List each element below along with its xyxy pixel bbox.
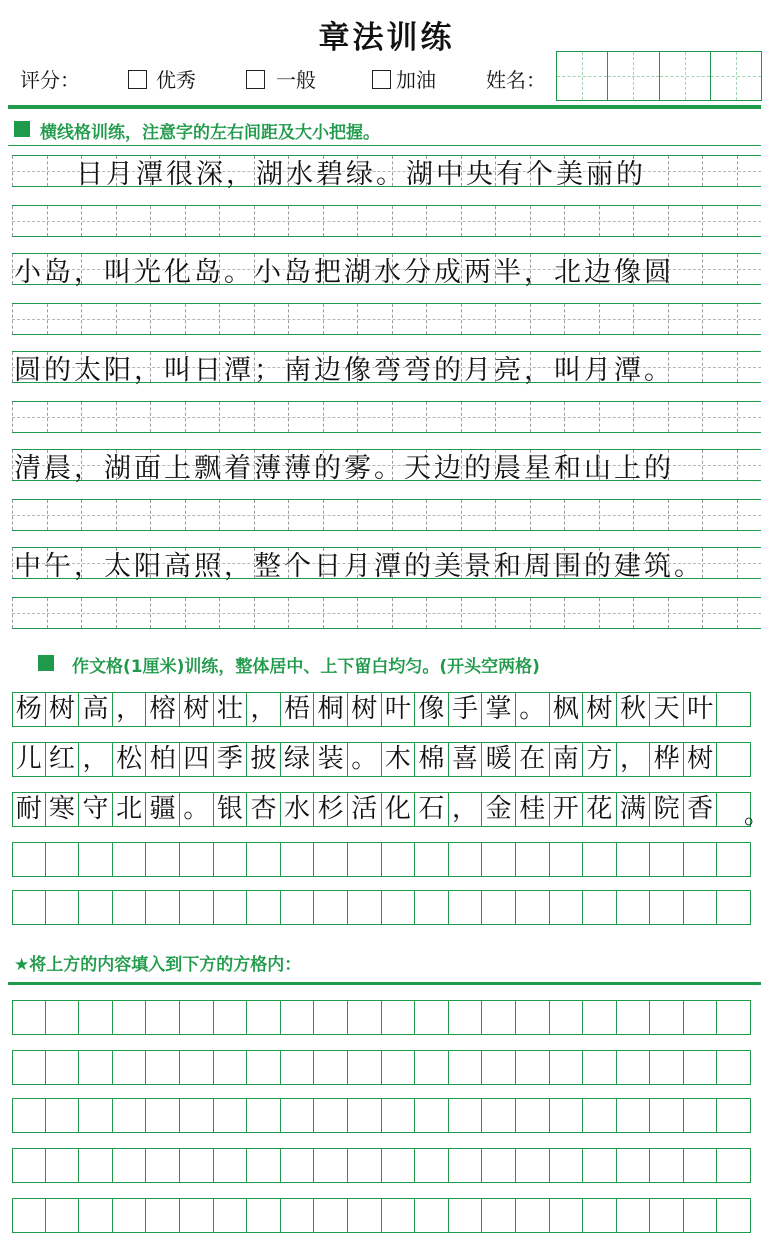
grid-cell: 桐 [314,692,348,727]
grid-cell[interactable] [214,1198,248,1233]
grid-row [12,890,751,926]
grid-cell[interactable] [449,842,483,877]
grid-cell[interactable] [482,1000,516,1035]
grid-cell[interactable] [348,890,382,925]
grid-cell[interactable] [46,1198,80,1233]
grid-cell[interactable] [214,1050,248,1085]
grid-cell[interactable] [214,1148,248,1183]
grid-cell[interactable] [550,1050,584,1085]
grid-cell[interactable] [247,842,281,877]
grid-cell[interactable] [180,1050,214,1085]
section2-heading: 作文格(1厘米)训练，整体居中、上下留白均匀。(开头空两格) [72,657,540,677]
grid-cell: ， [79,742,113,777]
grid-cell[interactable] [113,1000,147,1035]
grid-cell[interactable] [281,1000,315,1035]
grid-cell[interactable] [684,890,718,925]
lined-band [12,499,761,531]
grid-cell: 叶 [684,692,718,727]
grid-cell: 红 [46,742,80,777]
grid-cell[interactable] [146,842,180,877]
lined-band [12,205,761,237]
grid-cell[interactable] [583,1098,617,1133]
grid-cell[interactable] [180,842,214,877]
grid-cell: 暖 [482,742,516,777]
grid-cell: ， [617,742,651,777]
grid-cell[interactable] [449,1000,483,1035]
grid-cell[interactable] [516,1148,550,1183]
grid-cell[interactable] [449,1198,483,1233]
grid-cell[interactable] [146,1000,180,1035]
grid-cell: 披 [247,742,281,777]
divider [8,982,761,985]
grid-cell[interactable] [348,1148,382,1183]
grid-cell[interactable] [146,1198,180,1233]
grid-cell[interactable] [684,1050,718,1085]
grid-row [12,792,751,828]
grid-cell[interactable] [449,1098,483,1133]
grid-cell[interactable] [46,1098,80,1133]
grid-cell: ， [449,792,483,827]
grid-cell: 。 [516,692,550,727]
grid-cell[interactable] [79,890,113,925]
grid-cell[interactable] [79,1050,113,1085]
grid-cell[interactable] [617,1098,651,1133]
grid-cell: 树 [684,742,718,777]
grid-cell[interactable] [650,1148,684,1183]
grid-cell: 梧 [281,692,315,727]
grid-cell[interactable] [180,1198,214,1233]
grid-cell[interactable] [79,1198,113,1233]
grid-cell[interactable] [247,1198,281,1233]
grid-cell[interactable] [482,1148,516,1183]
grid-cell[interactable] [717,1148,751,1183]
practice-line: 清晨，湖面上飘着薄薄的雾。天边的晨星和山上的 [14,453,674,484]
grid-cell: 天 [650,692,684,727]
grid-cell[interactable] [113,1050,147,1085]
grid-row [12,1000,751,1036]
grid-cell: 杉 [314,792,348,827]
grid-cell[interactable] [684,1000,718,1035]
grid-cell[interactable] [617,1198,651,1233]
grid-cell[interactable] [415,1050,449,1085]
grid-cell [717,742,751,777]
checkbox-average[interactable] [246,70,265,89]
square-bullet-icon [38,655,54,671]
divider [8,145,761,146]
grid-cell[interactable] [449,1148,483,1183]
grid-row [12,742,751,778]
grid-cell[interactable] [650,890,684,925]
grid-cell[interactable] [281,1198,315,1233]
grid-cell[interactable] [583,1148,617,1183]
square-bullet-icon [14,121,30,137]
grid-cell[interactable] [516,1198,550,1233]
lined-band [12,303,761,335]
grid-cell[interactable] [247,1098,281,1133]
grid-cell[interactable] [113,1198,147,1233]
grid-cell[interactable] [214,890,248,925]
lined-band [12,401,761,433]
grid-cell: 。 [348,742,382,777]
grid-cell[interactable] [247,890,281,925]
grid-cell[interactable] [281,1050,315,1085]
grid-row [12,1050,751,1086]
grid-cell[interactable] [550,842,584,877]
section1-heading: 横线格训练，注意字的左右间距及大小把握。 [40,123,380,143]
grid-cell[interactable] [516,890,550,925]
grid-cell: 喜 [449,742,483,777]
grid-cell[interactable] [583,1000,617,1035]
grid-cell[interactable] [281,1148,315,1183]
grid-cell: 松 [113,742,147,777]
grid-cell[interactable] [717,1198,751,1233]
grid-cell[interactable] [482,1050,516,1085]
practice-line: 中午，太阳高照，整个日月潭的美景和周围的建筑。 [14,551,704,582]
grid-cell[interactable] [550,890,584,925]
grid-cell[interactable] [650,1198,684,1233]
checkbox-keep-going[interactable] [372,70,391,89]
grid-cell: 耐 [12,792,46,827]
checkbox-excellent[interactable] [128,70,147,89]
grid-cell: 花 [583,792,617,827]
grid-cell[interactable] [550,1098,584,1133]
grid-cell: 树 [583,692,617,727]
grid-cell: 棉 [415,742,449,777]
grid-cell: 南 [550,742,584,777]
grid-cell: 寒 [46,792,80,827]
grid-cell[interactable] [180,890,214,925]
page-title: 章法训练 [318,20,455,56]
grid-cell[interactable] [650,1098,684,1133]
grid-cell[interactable] [382,1000,416,1035]
grid-cell[interactable] [46,890,80,925]
grid-cell: 手 [449,692,483,727]
rating-row [20,64,560,96]
grid-cell[interactable] [79,1098,113,1133]
grid-cell: 香 [684,792,718,827]
grid-cell[interactable] [314,1000,348,1035]
lined-band [12,597,761,629]
grid-cell[interactable] [583,1050,617,1085]
option-excellent: 优秀 [156,68,196,92]
grid-cell[interactable] [516,1000,550,1035]
practice-line: 小岛，叫光化岛。小岛把湖水分成两半，北边像圆 [14,257,674,288]
grid-cell[interactable] [684,1198,718,1233]
grid-cell[interactable] [650,1000,684,1035]
grid-cell[interactable] [583,890,617,925]
grid-cell[interactable] [382,1098,416,1133]
divider [8,105,761,109]
grid-cell[interactable] [146,1050,180,1085]
practice-line: 日月潭很深，湖水碧绿。湖中央有个美丽的 [76,159,646,190]
grid-cell[interactable] [348,1050,382,1085]
grid-cell[interactable] [516,842,550,877]
grid-cell[interactable] [550,1000,584,1035]
grid-cell[interactable] [617,842,651,877]
grid-cell: 杨 [12,692,46,727]
grid-cell[interactable] [12,1050,46,1085]
grid-cell[interactable] [617,1000,651,1035]
grid-cell[interactable] [348,842,382,877]
grid-cell: 木 [382,742,416,777]
grid-cell: 秋 [617,692,651,727]
grid-cell[interactable] [382,1050,416,1085]
grid-cell: 绿 [281,742,315,777]
grid-row [12,842,751,878]
grid-cell[interactable] [146,1148,180,1183]
grid-cell: 北 [113,792,147,827]
grid-cell: 金 [482,792,516,827]
grid-cell: 满 [617,792,651,827]
grid-cell[interactable] [214,1000,248,1035]
grid-cell[interactable] [449,1050,483,1085]
grid-cell[interactable] [281,890,315,925]
grid-cell[interactable] [314,1098,348,1133]
grid-cell[interactable] [314,1148,348,1183]
grid-cell[interactable] [46,1000,80,1035]
grid-cell[interactable] [348,1098,382,1133]
grid-cell: 季 [214,742,248,777]
grid-cell[interactable] [214,1098,248,1133]
grid-cell[interactable] [415,1098,449,1133]
grid-cell: 树 [180,692,214,727]
grid-cell[interactable] [382,1148,416,1183]
practice-line: 圆的太阳，叫日潭；南边像弯弯的月亮，叫月潭。 [14,355,674,386]
grid-cell[interactable] [12,1098,46,1133]
overflow-punctuation: 。 [744,800,771,830]
grid-cell: 树 [348,692,382,727]
grid-cell[interactable] [684,1148,718,1183]
name-input-grid[interactable] [556,51,762,101]
grid-cell[interactable] [46,842,80,877]
grid-cell[interactable] [12,890,46,925]
grid-cell[interactable] [415,1198,449,1233]
grid-cell: 石 [415,792,449,827]
grid-cell[interactable] [146,1098,180,1133]
option-average: 一般 [276,68,316,92]
grid-cell[interactable] [482,890,516,925]
grid-cell: 疆 [146,792,180,827]
grid-cell[interactable] [79,1148,113,1183]
grid-cell[interactable] [247,1050,281,1085]
grid-cell: 高 [79,692,113,727]
grid-cell: 化 [382,792,416,827]
grid-cell: 像 [415,692,449,727]
grid-cell[interactable] [449,890,483,925]
grid-cell [717,692,751,727]
grid-cell: 。 [180,792,214,827]
grid-cell[interactable] [113,842,147,877]
grid-cell[interactable] [717,890,751,925]
grid-cell[interactable] [415,890,449,925]
grid-cell: 院 [650,792,684,827]
grid-cell[interactable] [12,842,46,877]
grid-cell[interactable] [382,842,416,877]
grid-cell[interactable] [314,1050,348,1085]
grid-cell: 叶 [382,692,416,727]
grid-cell[interactable] [314,890,348,925]
grid-cell[interactable] [180,1148,214,1183]
grid-cell: ， [247,692,281,727]
grid-cell[interactable] [113,1098,147,1133]
grid-cell: 在 [516,742,550,777]
grid-cell[interactable] [214,842,248,877]
grid-cell: 桦 [650,742,684,777]
grid-cell[interactable] [717,1000,751,1035]
grid-cell: 柏 [146,742,180,777]
grid-cell: 杏 [247,792,281,827]
grid-cell: 壮 [214,692,248,727]
grid-cell[interactable] [583,1198,617,1233]
grid-cell[interactable] [516,1098,550,1133]
grid-cell[interactable] [314,1198,348,1233]
grid-cell[interactable] [482,1198,516,1233]
grid-cell[interactable] [79,1000,113,1035]
grid-cell[interactable] [617,1050,651,1085]
grid-cell: 枫 [550,692,584,727]
grid-cell[interactable] [12,1198,46,1233]
grid-cell[interactable] [281,1098,315,1133]
grid-cell[interactable] [650,842,684,877]
grid-cell: 方 [583,742,617,777]
option-keep-going: 加油 [396,68,436,92]
grid-cell[interactable] [415,842,449,877]
grid-cell: 装 [314,742,348,777]
grid-cell: 活 [348,792,382,827]
grid-cell[interactable] [46,1050,80,1085]
grid-cell[interactable] [482,842,516,877]
grid-cell: 掌 [482,692,516,727]
grid-cell[interactable] [46,1148,80,1183]
grid-row [12,1198,751,1234]
grid-cell[interactable] [583,842,617,877]
grid-cell[interactable] [617,1148,651,1183]
grid-cell[interactable] [12,1148,46,1183]
grid-cell[interactable] [348,1000,382,1035]
grid-cell[interactable] [415,1148,449,1183]
grid-cell[interactable] [113,1148,147,1183]
grid-cell[interactable] [180,1000,214,1035]
grid-cell[interactable] [79,842,113,877]
grid-row [12,692,751,728]
grid-cell: 儿 [12,742,46,777]
grid-cell[interactable] [516,1050,550,1085]
grid-cell[interactable] [314,842,348,877]
grid-cell: 榕 [146,692,180,727]
name-label: 姓名： [486,68,546,92]
grid-cell[interactable] [550,1198,584,1233]
grid-cell[interactable] [247,1148,281,1183]
grid-cell: 守 [79,792,113,827]
grid-cell[interactable] [482,1098,516,1133]
grid-cell[interactable] [12,1000,46,1035]
grid-cell[interactable] [281,842,315,877]
grid-cell[interactable] [717,842,751,877]
grid-row [12,1098,751,1134]
section3-heading: ★将上方的内容填入到下方的方格内： [14,955,302,975]
rating-label: 评分： [20,68,80,92]
grid-cell[interactable] [684,842,718,877]
grid-cell[interactable] [146,890,180,925]
grid-cell[interactable] [717,1050,751,1085]
grid-cell[interactable] [382,1198,416,1233]
grid-cell: 水 [281,792,315,827]
grid-cell[interactable] [650,1050,684,1085]
grid-cell: ， [113,692,147,727]
grid-cell[interactable] [180,1098,214,1133]
grid-cell: 四 [180,742,214,777]
grid-cell[interactable] [247,1000,281,1035]
grid-cell[interactable] [382,890,416,925]
grid-cell: 开 [550,792,584,827]
grid-cell[interactable] [717,1098,751,1133]
grid-row [12,1148,751,1184]
grid-cell[interactable] [617,890,651,925]
grid-cell: 树 [46,692,80,727]
grid-cell[interactable] [550,1148,584,1183]
grid-cell[interactable] [415,1000,449,1035]
grid-cell[interactable] [348,1198,382,1233]
grid-cell[interactable] [113,890,147,925]
grid-cell: 银 [214,792,248,827]
grid-cell[interactable] [684,1098,718,1133]
grid-cell: 桂 [516,792,550,827]
